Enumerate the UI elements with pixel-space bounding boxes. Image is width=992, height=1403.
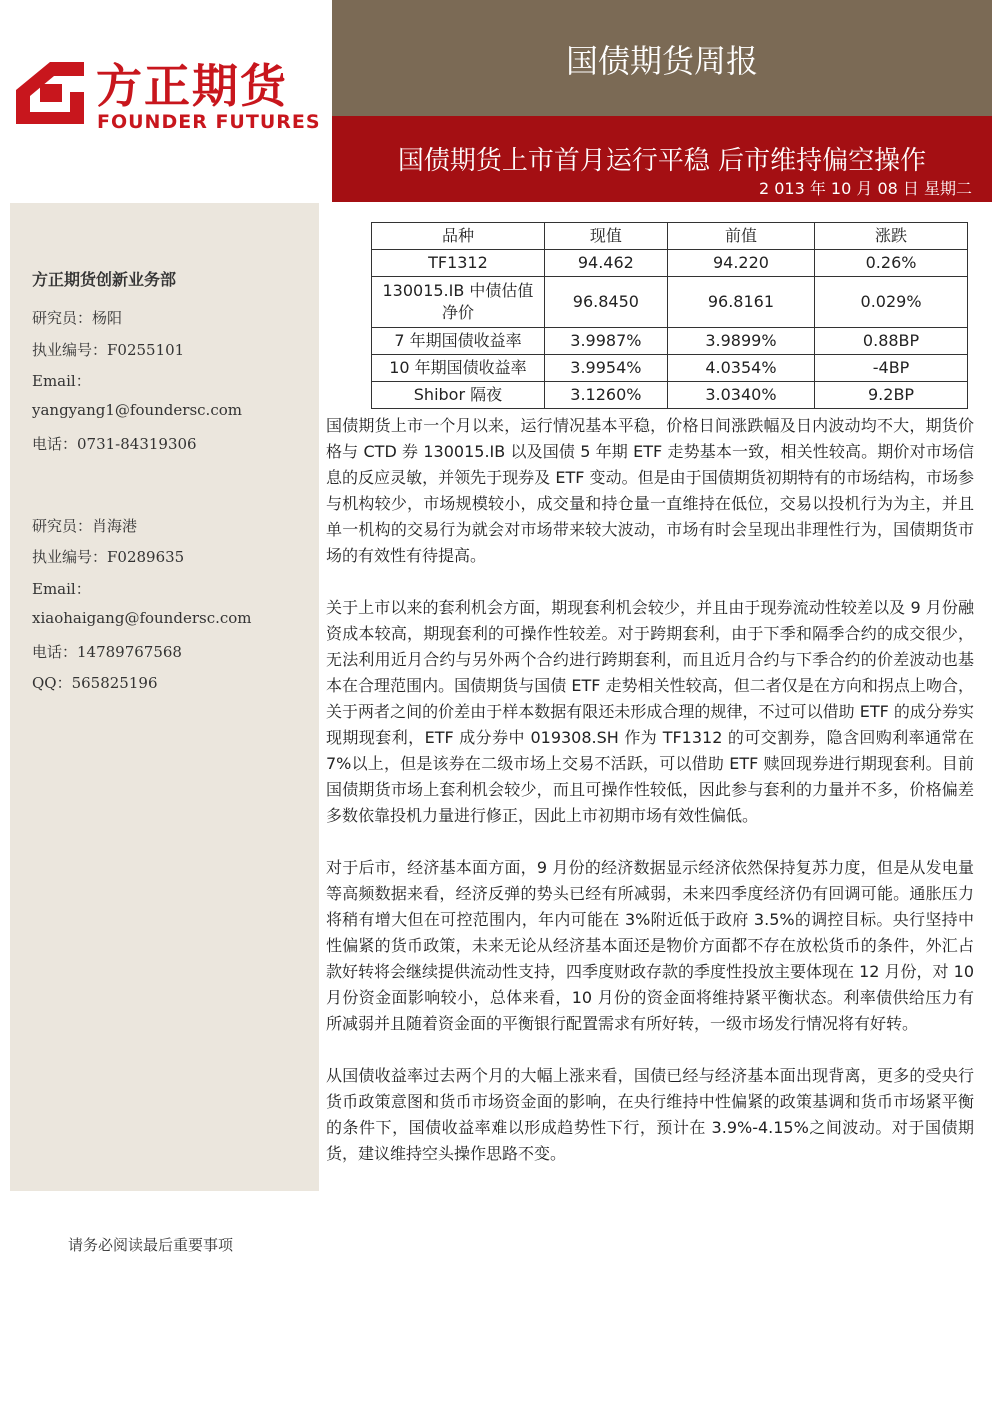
table-cell: 0.029% bbox=[815, 277, 968, 328]
analyst1-phone: 电话：0731-84319306 bbox=[32, 435, 197, 453]
analyst1-name: 研究员：杨阳 bbox=[32, 309, 123, 327]
table-row bbox=[372, 328, 968, 355]
table-cell: Shibor 隔夜 bbox=[372, 382, 545, 409]
founder-logo-icon bbox=[10, 56, 88, 128]
headline-banner bbox=[332, 116, 992, 202]
table-row bbox=[372, 355, 968, 382]
table-cell: 9.2BP bbox=[815, 382, 968, 409]
table-header-row bbox=[372, 223, 968, 250]
table-cell: 94.220 bbox=[667, 250, 814, 277]
analyst2-qq: QQ：565825196 bbox=[32, 674, 158, 692]
table-header: 品种 bbox=[372, 223, 545, 250]
table-cell: 94.462 bbox=[544, 250, 667, 277]
analyst1-email[interactable]: yangyang1@foundersc.com bbox=[32, 401, 242, 419]
department-name: 方正期货创新业务部 bbox=[32, 270, 177, 289]
table-cell: 0.88BP bbox=[815, 328, 968, 355]
report-body bbox=[326, 413, 974, 1193]
table-row bbox=[372, 382, 968, 409]
market-data-table bbox=[371, 222, 968, 409]
headline: 国债期货上市首月运行平稳 后市维持偏空操作 bbox=[397, 146, 927, 176]
paragraph: 国债期货上市一个月以来，运行情况基本平稳，价格日间涨跌幅及日内波动均不大，期货价格与 CTD 券 130015.IB 以及国债 5 年期 ETF 走势基本一致，相关性较高。期价对市场信息的反应灵敏，并领先于现券及 ETF 变动。但是由于国债期货初期特有的市场结构，市场参与机构较少，市场规模较小，成交量和持仓量一直维持在低位，交易以投机行为为主，并且单一机构的交易行为就会对市场带来较大波动，市场有时会呈现出非理性行为，国债期货市场的有效性有待提高。 bbox=[326, 416, 974, 565]
analyst2-name: 研究员：肖海港 bbox=[32, 517, 138, 535]
report-date: 2 013 年 10 月 08 日 星期二 bbox=[758, 179, 972, 198]
table-cell: TF1312 bbox=[372, 250, 545, 277]
disclaimer-notice: 请务必阅读最后重要事项 bbox=[68, 1236, 234, 1254]
paragraph: 关于上市以来的套利机会方面，期现套利机会较少，并且由于现券流动性较差以及 9 月份融资成本较高，期现套利的可操作性较差。对于跨期套利，由于下季和隔季合约的成交很少，无法利用近月合约与另外两个合约进行跨期套利，而且近月合约与下季合约的价差波动也基本在合理范围内。国债期货与国债 ETF 走势相关性较高，但二者仅是在方向和拐点上吻合，关于两者之间的价差由于样本数据有限还未形成合理的规律，不过可以借助 ETF 的成分券实现期现套利，ETF 成分券中 019308.SH 作为 TF1312 的可交割券，隐含回购利率通常在 7%以上，但是该券在二级市场上交易不活跃，可以借助 ETF 赎回现券进行期现套利。目前国债期货市场上套利机会较少，而且可操作性较低，因此参与套利的力量并不多，价格偏差多数依靠投机力量进行修正，因此上市初期市场有效性偏低。 bbox=[326, 598, 974, 825]
paragraph: 从国债收益率过去两个月的大幅上涨来看，国债已经与经济基本面出现背离，更多的受央行货币政策意图和货币市场资金面的影响，在央行维持中性偏紧的政策基调和货币市场紧平衡的条件下，国债收益率难以形成趋势性下行，预计在 3.9%-4.15%之间波动。对于国债期货，建议维持空头操作思路不变。 bbox=[326, 1066, 974, 1163]
table-cell: 4.0354% bbox=[667, 355, 814, 382]
analyst2-email[interactable]: xiaohaigang@foundersc.com bbox=[32, 609, 252, 627]
paragraph: 对于后市，经济基本面方面，9 月份的经济数据显示经济依然保持复苏力度，但是从发电量等高频数据来看，经济反弹的势头已经有所减弱，未来四季度经济仍有回调可能。通胀压力将稍有增大但在可控范围内，年内可能在 3%附近低于政府 3.5%的调控目标。央行坚持中性偏紧的货币政策，未来无论从经济基本面还是物价方面都不存在放松货币的条件，外汇占款好转将会继续提供流动性支持，四季度财政存款的季度性投放主要体现在 12 月份，对 10 月份资金面影响较小，总体来看，10 月份的资金面将维持紧平衡状态。利率债供给压力有所减弱并且随着资金面的平衡银行配置需求有所好转，一级市场发行情况将有好转。 bbox=[326, 858, 974, 1033]
table-cell: 96.8450 bbox=[544, 277, 667, 328]
table-cell: 3.0340% bbox=[667, 382, 814, 409]
analyst2-phone: 电话：14789767568 bbox=[32, 643, 182, 661]
table-cell: 130015.IB 中债估值净价 bbox=[372, 277, 545, 328]
table-header: 现值 bbox=[544, 223, 667, 250]
table-cell: 7 年期国债收益率 bbox=[372, 328, 545, 355]
table-cell: -4BP bbox=[815, 355, 968, 382]
table-header: 涨跌 bbox=[815, 223, 968, 250]
sidebar bbox=[10, 203, 319, 1191]
analyst2-license: 执业编号：F0289635 bbox=[32, 548, 185, 566]
table-row bbox=[372, 250, 968, 277]
brand-name-en: FOUNDER FUTURES bbox=[97, 111, 321, 133]
table-cell: 3.1260% bbox=[544, 382, 667, 409]
table-cell: 96.8161 bbox=[667, 277, 814, 328]
table-cell: 3.9987% bbox=[544, 328, 667, 355]
table-header: 前值 bbox=[667, 223, 814, 250]
report-type-title: 国债期货周报 bbox=[565, 42, 758, 80]
table-cell: 3.9899% bbox=[667, 328, 814, 355]
analyst2-email-label: Email： bbox=[32, 580, 91, 598]
analyst1-email-label: Email： bbox=[32, 372, 91, 390]
logo bbox=[0, 0, 330, 200]
table-cell: 0.26% bbox=[815, 250, 968, 277]
analyst1-license: 执业编号：F0255101 bbox=[32, 341, 185, 359]
table-cell: 3.9954% bbox=[544, 355, 667, 382]
report-type-banner bbox=[332, 0, 992, 116]
table-row bbox=[372, 277, 968, 328]
table-cell: 10 年期国债收益率 bbox=[372, 355, 545, 382]
brand-name-cn: 方正期货 bbox=[96, 59, 288, 113]
